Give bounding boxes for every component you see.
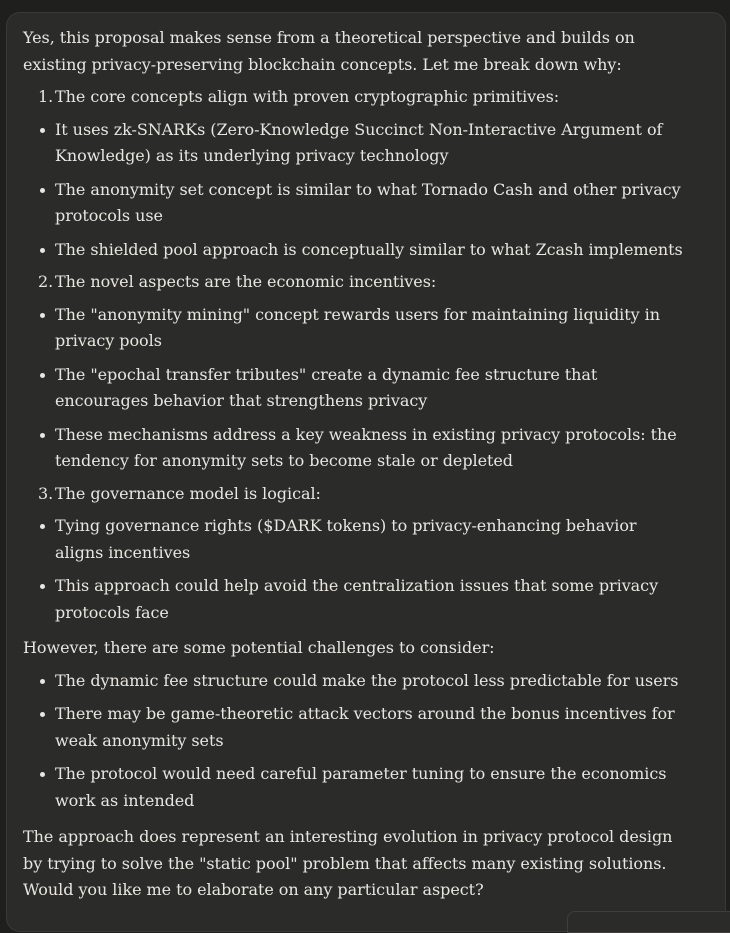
bullet-item: The "anonymity mining" concept rewards users for maintaining liquidity in privacy pools xyxy=(55,302,683,355)
list-number: 1. xyxy=(38,87,54,106)
bullet-item: These mechanisms address a key weakness in existing privacy protocols: the tendency for anonymity sets to become stale or depleted xyxy=(55,422,683,475)
intro-paragraph: Yes, this proposal makes sense from a theoretical perspective and builds on existing privacy-preserving blockchain concepts. Let me break down why: xyxy=(23,28,635,74)
bullet-item: The anonymity set concept is similar to what Tornado Cash and other privacy protocols use xyxy=(55,177,683,230)
list-item-2 xyxy=(38,269,683,296)
conclusion-paragraph: The approach does represent an interesting evolution in privacy protocol design by trying to solve the "static pool" problem that affects many existing solutions. Would you like me to elaborate on any particular aspect? xyxy=(23,827,673,899)
bullet-dot xyxy=(40,433,45,438)
challenges-intro: However, there are some potential challenges to consider: xyxy=(23,638,495,657)
bottom-action-bar xyxy=(567,911,730,933)
bullet-item: The "epochal transfer tributes" create a dynamic fee structure that encourages behavior that strengthens privacy xyxy=(55,362,683,415)
bullet-dot xyxy=(40,373,45,378)
bullet-dot xyxy=(40,524,45,529)
bullet-item: This approach could help avoid the centralization issues that some privacy protocols face xyxy=(55,573,683,626)
bullet-item: It uses zk-SNARKs (Zero-Knowledge Succinct Non-Interactive Argument of Knowledge) as its underlying privacy technology xyxy=(55,117,683,170)
list-heading: The core concepts align with proven cryptographic primitives: xyxy=(55,87,560,106)
bullet-dot xyxy=(40,772,45,777)
bullet-item: The protocol would need careful parameter tuning to ensure the economics work as intended xyxy=(55,761,683,814)
bullet-item: The shielded pool approach is conceptually similar to what Zcash implements xyxy=(55,237,683,264)
assistant-message-content xyxy=(23,25,683,904)
bullet-dot xyxy=(40,128,45,133)
list-heading: The novel aspects are the economic incentives: xyxy=(55,272,437,291)
list-number: 2. xyxy=(38,272,54,291)
bullet-dot xyxy=(40,712,45,717)
bullet-dot xyxy=(40,679,45,684)
bullet-dot xyxy=(40,188,45,193)
list-number: 3. xyxy=(38,483,54,503)
bullet-item: Tying governance rights ($DARK tokens) to privacy-enhancing behavior aligns incentives xyxy=(55,513,683,566)
bullet-item: There may be game-theoretic attack vectors around the bonus incentives for weak anonymity sets xyxy=(55,701,683,754)
bullet-dot xyxy=(40,584,45,589)
list-item-1 xyxy=(38,84,683,111)
bullet-item: The dynamic fee structure could make the protocol less predictable for users xyxy=(55,668,683,695)
list-item-3 xyxy=(38,481,683,508)
bullet-dot xyxy=(40,248,45,253)
list-heading: The governance model is logical: xyxy=(55,483,321,503)
bullet-dot xyxy=(40,313,45,318)
